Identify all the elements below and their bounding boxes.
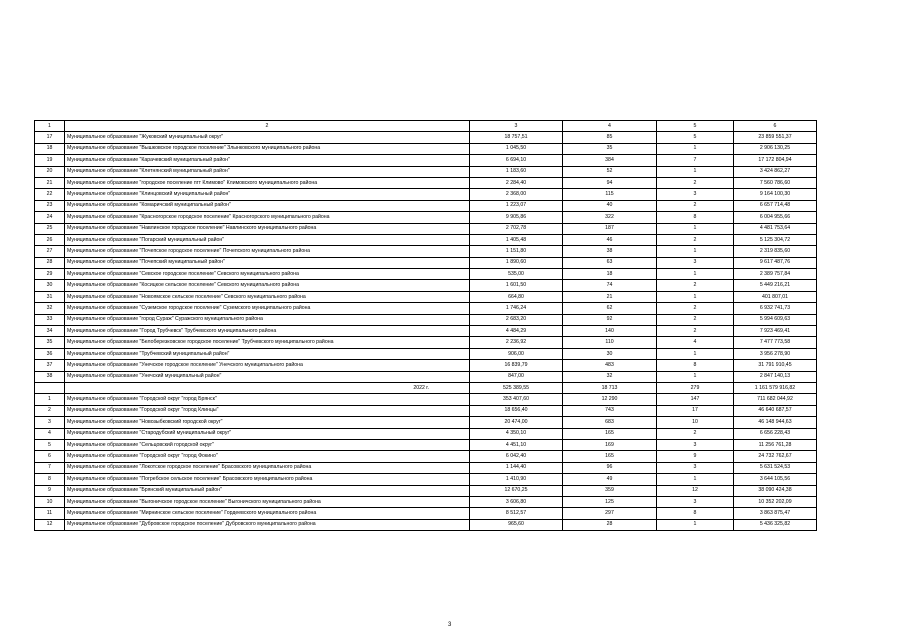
table-row bbox=[35, 234, 817, 245]
header-row bbox=[35, 121, 817, 132]
row-number-cell: 26 bbox=[35, 234, 65, 245]
houses-cell: 1 bbox=[657, 223, 734, 234]
row-number-cell: 33 bbox=[35, 314, 65, 325]
houses-cell: 4 bbox=[657, 337, 734, 348]
amount-cell: 31 791 910,45 bbox=[734, 360, 817, 371]
row-number-cell bbox=[35, 382, 65, 393]
amount-cell: 3 956 278,90 bbox=[734, 348, 817, 359]
houses-cell: 147 bbox=[657, 394, 734, 405]
name-cell: Муниципальное образование "Сельцовский городской округ" bbox=[65, 439, 470, 450]
residents-cell: 359 bbox=[563, 485, 657, 496]
houses-cell: 2 bbox=[657, 177, 734, 188]
row-number-cell: 8 bbox=[35, 474, 65, 485]
residents-cell: 18 713 bbox=[563, 382, 657, 393]
row-number-cell: 25 bbox=[35, 223, 65, 234]
amount-cell: 3 863 875,47 bbox=[734, 508, 817, 519]
houses-cell: 8 bbox=[657, 360, 734, 371]
amount-cell: 2 847 140,13 bbox=[734, 371, 817, 382]
area-cell: 4 350,10 bbox=[470, 428, 563, 439]
houses-cell: 12 bbox=[657, 485, 734, 496]
area-cell: 353 407,60 bbox=[470, 394, 563, 405]
name-cell: Муниципальное образование "Суземское городское поселение" Суземского муниципального района bbox=[65, 303, 470, 314]
residents-cell: 49 bbox=[563, 474, 657, 485]
area-cell: 1 410,90 bbox=[470, 474, 563, 485]
table-row bbox=[35, 417, 817, 428]
houses-cell: 1 bbox=[657, 143, 734, 154]
page-number: 3 bbox=[448, 622, 452, 628]
name-cell: Муниципальное образование "Унечский муниципальный район" bbox=[65, 371, 470, 382]
area-cell: 4 484,29 bbox=[470, 326, 563, 337]
row-number-cell: 38 bbox=[35, 371, 65, 382]
area-cell: 1 151,80 bbox=[470, 246, 563, 257]
name-cell: Муниципальное образование "Карачевский муниципальный район" bbox=[65, 155, 470, 166]
row-number-cell: 7 bbox=[35, 462, 65, 473]
area-cell: 16 839,79 bbox=[470, 360, 563, 371]
row-number-cell: 21 bbox=[35, 177, 65, 188]
residents-cell: 12 290 bbox=[563, 394, 657, 405]
name-cell: Муниципальное образование "Белоберезковское городское поселение" Трубчевского муниципального района bbox=[65, 337, 470, 348]
area-cell: 2 236,92 bbox=[470, 337, 563, 348]
area-cell: 2 368,00 bbox=[470, 189, 563, 200]
row-number-cell: 27 bbox=[35, 246, 65, 257]
table-row bbox=[35, 496, 817, 507]
area-cell: 20 474,00 bbox=[470, 417, 563, 428]
table-row bbox=[35, 508, 817, 519]
houses-cell: 1 bbox=[657, 348, 734, 359]
area-cell: 525 389,55 bbox=[470, 382, 563, 393]
area-cell: 8 512,57 bbox=[470, 508, 563, 519]
table-row bbox=[35, 394, 817, 405]
houses-cell: 2 bbox=[657, 428, 734, 439]
table-row bbox=[35, 439, 817, 450]
amount-cell: 46 640 687,57 bbox=[734, 405, 817, 416]
amount-cell: 6 004 955,66 bbox=[734, 212, 817, 223]
table-row bbox=[35, 280, 817, 291]
houses-cell: 1 bbox=[657, 269, 734, 280]
name-cell: Муниципальное образование "Дубровское городское поселение" Дубровского муниципального района bbox=[65, 519, 470, 530]
houses-cell: 8 bbox=[657, 508, 734, 519]
residents-cell: 165 bbox=[563, 451, 657, 462]
data-table bbox=[34, 120, 817, 531]
header-cell-3: 3 bbox=[470, 121, 563, 132]
houses-cell: 3 bbox=[657, 439, 734, 450]
row-number-cell: 29 bbox=[35, 269, 65, 280]
name-cell: Муниципальное образование "Выгоничское городское поселение" Выгоничского муниципального района bbox=[65, 496, 470, 507]
houses-cell: 2 bbox=[657, 314, 734, 325]
houses-cell: 1 bbox=[657, 166, 734, 177]
table-row bbox=[35, 451, 817, 462]
area-cell: 18 757,51 bbox=[470, 132, 563, 143]
residents-cell: 384 bbox=[563, 155, 657, 166]
residents-cell: 74 bbox=[563, 280, 657, 291]
row-number-cell: 5 bbox=[35, 439, 65, 450]
row-number-cell: 4 bbox=[35, 428, 65, 439]
amount-cell: 5 436 325,82 bbox=[734, 519, 817, 530]
row-number-cell: 19 bbox=[35, 155, 65, 166]
row-number-cell: 35 bbox=[35, 337, 65, 348]
amount-cell: 711 682 044,92 bbox=[734, 394, 817, 405]
table-row bbox=[35, 166, 817, 177]
area-cell: 9 905,86 bbox=[470, 212, 563, 223]
name-cell: Муниципальное образование "Почепское городское поселение" Почепского муниципального района bbox=[65, 246, 470, 257]
amount-cell: 2 389 757,84 bbox=[734, 269, 817, 280]
houses-cell: 2 bbox=[657, 326, 734, 337]
residents-cell: 110 bbox=[563, 337, 657, 348]
header-cell-1: 1 bbox=[35, 121, 65, 132]
table-row bbox=[35, 200, 817, 211]
table-row bbox=[35, 485, 817, 496]
houses-cell: 1 bbox=[657, 474, 734, 485]
table-row bbox=[35, 371, 817, 382]
table-row bbox=[35, 189, 817, 200]
houses-cell: 3 bbox=[657, 257, 734, 268]
residents-cell: 683 bbox=[563, 417, 657, 428]
residents-cell: 115 bbox=[563, 189, 657, 200]
residents-cell: 46 bbox=[563, 234, 657, 245]
table-row bbox=[35, 212, 817, 223]
residents-cell: 38 bbox=[563, 246, 657, 257]
name-cell: Муниципальное образование "Брянский муниципальный район" bbox=[65, 485, 470, 496]
row-number-cell: 1 bbox=[35, 394, 65, 405]
table-row bbox=[35, 155, 817, 166]
amount-cell: 9 164 100,30 bbox=[734, 189, 817, 200]
header-cell-6: 6 bbox=[734, 121, 817, 132]
table-row bbox=[35, 337, 817, 348]
houses-cell: 17 bbox=[657, 405, 734, 416]
amount-cell: 24 732 762,67 bbox=[734, 451, 817, 462]
table-row bbox=[35, 314, 817, 325]
amount-cell: 5 125 304,72 bbox=[734, 234, 817, 245]
header-cell-4: 4 bbox=[563, 121, 657, 132]
header-cell-2: 2 bbox=[65, 121, 470, 132]
amount-cell: 10 352 202,09 bbox=[734, 496, 817, 507]
row-number-cell: 20 bbox=[35, 166, 65, 177]
amount-cell: 9 617 487,76 bbox=[734, 257, 817, 268]
row-number-cell: 11 bbox=[35, 508, 65, 519]
area-cell: 1 223,07 bbox=[470, 200, 563, 211]
name-cell: Муниципальное образование "Навлинское городское поселение" Навлинского муниципального района bbox=[65, 223, 470, 234]
name-cell: Муниципальное образование "Погарский муниципальный район" bbox=[65, 234, 470, 245]
area-cell: 1 144,40 bbox=[470, 462, 563, 473]
residents-cell: 35 bbox=[563, 143, 657, 154]
amount-cell: 17 172 804,94 bbox=[734, 155, 817, 166]
residents-cell: 169 bbox=[563, 439, 657, 450]
residents-cell: 743 bbox=[563, 405, 657, 416]
row-number-cell: 6 bbox=[35, 451, 65, 462]
row-number-cell: 22 bbox=[35, 189, 65, 200]
name-cell: Муниципальное образование "Клинцовский муниципальный район" bbox=[65, 189, 470, 200]
residents-cell: 140 bbox=[563, 326, 657, 337]
table-row bbox=[35, 462, 817, 473]
name-cell: Муниципальное образование "Вышковское городское поселение" Злынковского муниципального района bbox=[65, 143, 470, 154]
houses-cell: 3 bbox=[657, 462, 734, 473]
row-number-cell: 24 bbox=[35, 212, 65, 223]
residents-cell: 92 bbox=[563, 314, 657, 325]
amount-cell: 38 090 424,38 bbox=[734, 485, 817, 496]
area-cell: 6 694,10 bbox=[470, 155, 563, 166]
residents-cell: 187 bbox=[563, 223, 657, 234]
row-number-cell: 34 bbox=[35, 326, 65, 337]
name-cell: Муниципальное образование "Севское городское поселение" Севского муниципального района bbox=[65, 269, 470, 280]
table-row bbox=[35, 143, 817, 154]
amount-cell: 5 631 524,53 bbox=[734, 462, 817, 473]
row-number-cell: 23 bbox=[35, 200, 65, 211]
residents-cell: 40 bbox=[563, 200, 657, 211]
area-cell: 965,60 bbox=[470, 519, 563, 530]
amount-cell: 6 657 714,48 bbox=[734, 200, 817, 211]
area-cell: 6 042,40 bbox=[470, 451, 563, 462]
residents-cell: 165 bbox=[563, 428, 657, 439]
name-cell: Муниципальное образование "Городской округ "город Брянск" bbox=[65, 394, 470, 405]
residents-cell: 30 bbox=[563, 348, 657, 359]
row-number-cell: 31 bbox=[35, 291, 65, 302]
name-cell: Муниципальное образование "Городской округ "город Фокино" bbox=[65, 451, 470, 462]
amount-cell: 2 906 130,25 bbox=[734, 143, 817, 154]
row-number-cell: 28 bbox=[35, 257, 65, 268]
table-row bbox=[35, 428, 817, 439]
area-cell: 2 702,78 bbox=[470, 223, 563, 234]
residents-cell: 96 bbox=[563, 462, 657, 473]
year-subtotal-row bbox=[35, 382, 817, 393]
row-number-cell: 37 bbox=[35, 360, 65, 371]
row-number-cell: 36 bbox=[35, 348, 65, 359]
name-cell: Муниципальное образование "Город Трубчевск" Трубчевского муниципального района bbox=[65, 326, 470, 337]
residents-cell: 52 bbox=[563, 166, 657, 177]
name-cell: Муниципальное образование "Локотское городское поселение" Брасовского муниципального района bbox=[65, 462, 470, 473]
amount-cell: 1 161 579 916,82 bbox=[734, 382, 817, 393]
table-row bbox=[35, 257, 817, 268]
area-cell: 2 683,20 bbox=[470, 314, 563, 325]
houses-cell: 2 bbox=[657, 234, 734, 245]
amount-cell: 5 994 609,63 bbox=[734, 314, 817, 325]
name-cell: Муниципальное образование "Мирнинское сельское поселение" Гордеевского муниципального района bbox=[65, 508, 470, 519]
residents-cell: 18 bbox=[563, 269, 657, 280]
residents-cell: 28 bbox=[563, 519, 657, 530]
name-cell: Муниципальное образование "Комаричский муниципальный район" bbox=[65, 200, 470, 211]
area-cell: 664,80 bbox=[470, 291, 563, 302]
residents-cell: 94 bbox=[563, 177, 657, 188]
name-cell: Муниципальное образование "городское поселение пгт Климово" Климовского муниципального района bbox=[65, 177, 470, 188]
houses-cell: 2 bbox=[657, 200, 734, 211]
residents-cell: 85 bbox=[563, 132, 657, 143]
houses-cell: 5 bbox=[657, 132, 734, 143]
name-cell: Муниципальное образование "Жуковский муниципальный округ" bbox=[65, 132, 470, 143]
row-number-cell: 32 bbox=[35, 303, 65, 314]
houses-cell: 8 bbox=[657, 212, 734, 223]
area-cell: 1 405,48 bbox=[470, 234, 563, 245]
row-number-cell: 12 bbox=[35, 519, 65, 530]
amount-cell: 7 923 469,41 bbox=[734, 326, 817, 337]
amount-cell: 4 481 753,64 bbox=[734, 223, 817, 234]
amount-cell: 6 656 228,43 bbox=[734, 428, 817, 439]
area-cell: 1 183,60 bbox=[470, 166, 563, 177]
table-row bbox=[35, 246, 817, 257]
table-row bbox=[35, 326, 817, 337]
area-cell: 1 045,50 bbox=[470, 143, 563, 154]
name-cell: Муниципальное образование "Трубчевский муниципальный район" bbox=[65, 348, 470, 359]
area-cell: 2 284,40 bbox=[470, 177, 563, 188]
residents-cell: 21 bbox=[563, 291, 657, 302]
residents-cell: 125 bbox=[563, 496, 657, 507]
table-row bbox=[35, 223, 817, 234]
residents-cell: 32 bbox=[563, 371, 657, 382]
amount-cell: 7 560 786,60 bbox=[734, 177, 817, 188]
table-row bbox=[35, 360, 817, 371]
table-row bbox=[35, 269, 817, 280]
houses-cell: 1 bbox=[657, 246, 734, 257]
houses-cell: 2 bbox=[657, 280, 734, 291]
name-cell: Муниципальное образование "Красногорское городское поселение" Красногорского муниципального района bbox=[65, 212, 470, 223]
name-cell: Муниципальное образование "Стародубский муниципальный округ" bbox=[65, 428, 470, 439]
houses-cell: 1 bbox=[657, 519, 734, 530]
area-cell: 847,00 bbox=[470, 371, 563, 382]
amount-cell: 5 449 216,21 bbox=[734, 280, 817, 291]
name-cell: Муниципальное образование "Почепский муниципальный район" bbox=[65, 257, 470, 268]
amount-cell: 401 807,01 bbox=[734, 291, 817, 302]
houses-cell: 3 bbox=[657, 189, 734, 200]
amount-cell: 7 477 773,58 bbox=[734, 337, 817, 348]
residents-cell: 297 bbox=[563, 508, 657, 519]
table-row bbox=[35, 405, 817, 416]
name-cell: Муниципальное образование "Погребское сельское поселение" Брасовского муниципального района bbox=[65, 474, 470, 485]
residents-cell: 62 bbox=[563, 303, 657, 314]
houses-cell: 3 bbox=[657, 496, 734, 507]
name-cell: Муниципальное образование "Клетнянский муниципальный район" bbox=[65, 166, 470, 177]
name-cell: Муниципальное образование "Унечское городское поселение" Унечского муниципального района bbox=[65, 360, 470, 371]
amount-cell: 6 932 741,73 bbox=[734, 303, 817, 314]
houses-cell: 7 bbox=[657, 155, 734, 166]
table-row bbox=[35, 348, 817, 359]
area-cell: 1 601,50 bbox=[470, 280, 563, 291]
table-row bbox=[35, 177, 817, 188]
amount-cell: 2 319 835,60 bbox=[734, 246, 817, 257]
amount-cell: 3 644 105,56 bbox=[734, 474, 817, 485]
area-cell: 1 746,24 bbox=[470, 303, 563, 314]
table-row bbox=[35, 519, 817, 530]
row-number-cell: 3 bbox=[35, 417, 65, 428]
row-number-cell: 2 bbox=[35, 405, 65, 416]
houses-cell: 1 bbox=[657, 371, 734, 382]
amount-cell: 3 424 862,27 bbox=[734, 166, 817, 177]
houses-cell: 2 bbox=[657, 303, 734, 314]
table-row bbox=[35, 291, 817, 302]
area-cell: 18 656,40 bbox=[470, 405, 563, 416]
table-row bbox=[35, 474, 817, 485]
name-cell: Муниципальное образование "Новоямское сельское поселение" Севского муниципального района bbox=[65, 291, 470, 302]
name-cell: Муниципальное образование "Городской округ "город Клинцы" bbox=[65, 405, 470, 416]
area-cell: 1 890,60 bbox=[470, 257, 563, 268]
residents-cell: 322 bbox=[563, 212, 657, 223]
row-number-cell: 10 bbox=[35, 496, 65, 507]
residents-cell: 63 bbox=[563, 257, 657, 268]
houses-cell: 9 bbox=[657, 451, 734, 462]
header-cell-5: 5 bbox=[657, 121, 734, 132]
row-number-cell: 30 bbox=[35, 280, 65, 291]
name-cell: 2022 г. bbox=[65, 382, 470, 393]
area-cell: 3 606,80 bbox=[470, 496, 563, 507]
area-cell: 535,00 bbox=[470, 269, 563, 280]
name-cell: Муниципальное образование "город Сураж" Суражского муниципального района bbox=[65, 314, 470, 325]
table-row bbox=[35, 132, 817, 143]
houses-cell: 1 bbox=[657, 291, 734, 302]
name-cell: Муниципальное образование "Косицкое сельское поселение" Севского муниципального района bbox=[65, 280, 470, 291]
row-number-cell: 9 bbox=[35, 485, 65, 496]
houses-cell: 279 bbox=[657, 382, 734, 393]
amount-cell: 11 256 761,28 bbox=[734, 439, 817, 450]
row-number-cell: 17 bbox=[35, 132, 65, 143]
area-cell: 12 670,25 bbox=[470, 485, 563, 496]
area-cell: 906,00 bbox=[470, 348, 563, 359]
residents-cell: 483 bbox=[563, 360, 657, 371]
name-cell: Муниципальное образование "Новозыбковский городской округ" bbox=[65, 417, 470, 428]
amount-cell: 46 148 944,63 bbox=[734, 417, 817, 428]
row-number-cell: 18 bbox=[35, 143, 65, 154]
table-row bbox=[35, 303, 817, 314]
area-cell: 4 451,10 bbox=[470, 439, 563, 450]
houses-cell: 10 bbox=[657, 417, 734, 428]
amount-cell: 23 859 551,37 bbox=[734, 132, 817, 143]
